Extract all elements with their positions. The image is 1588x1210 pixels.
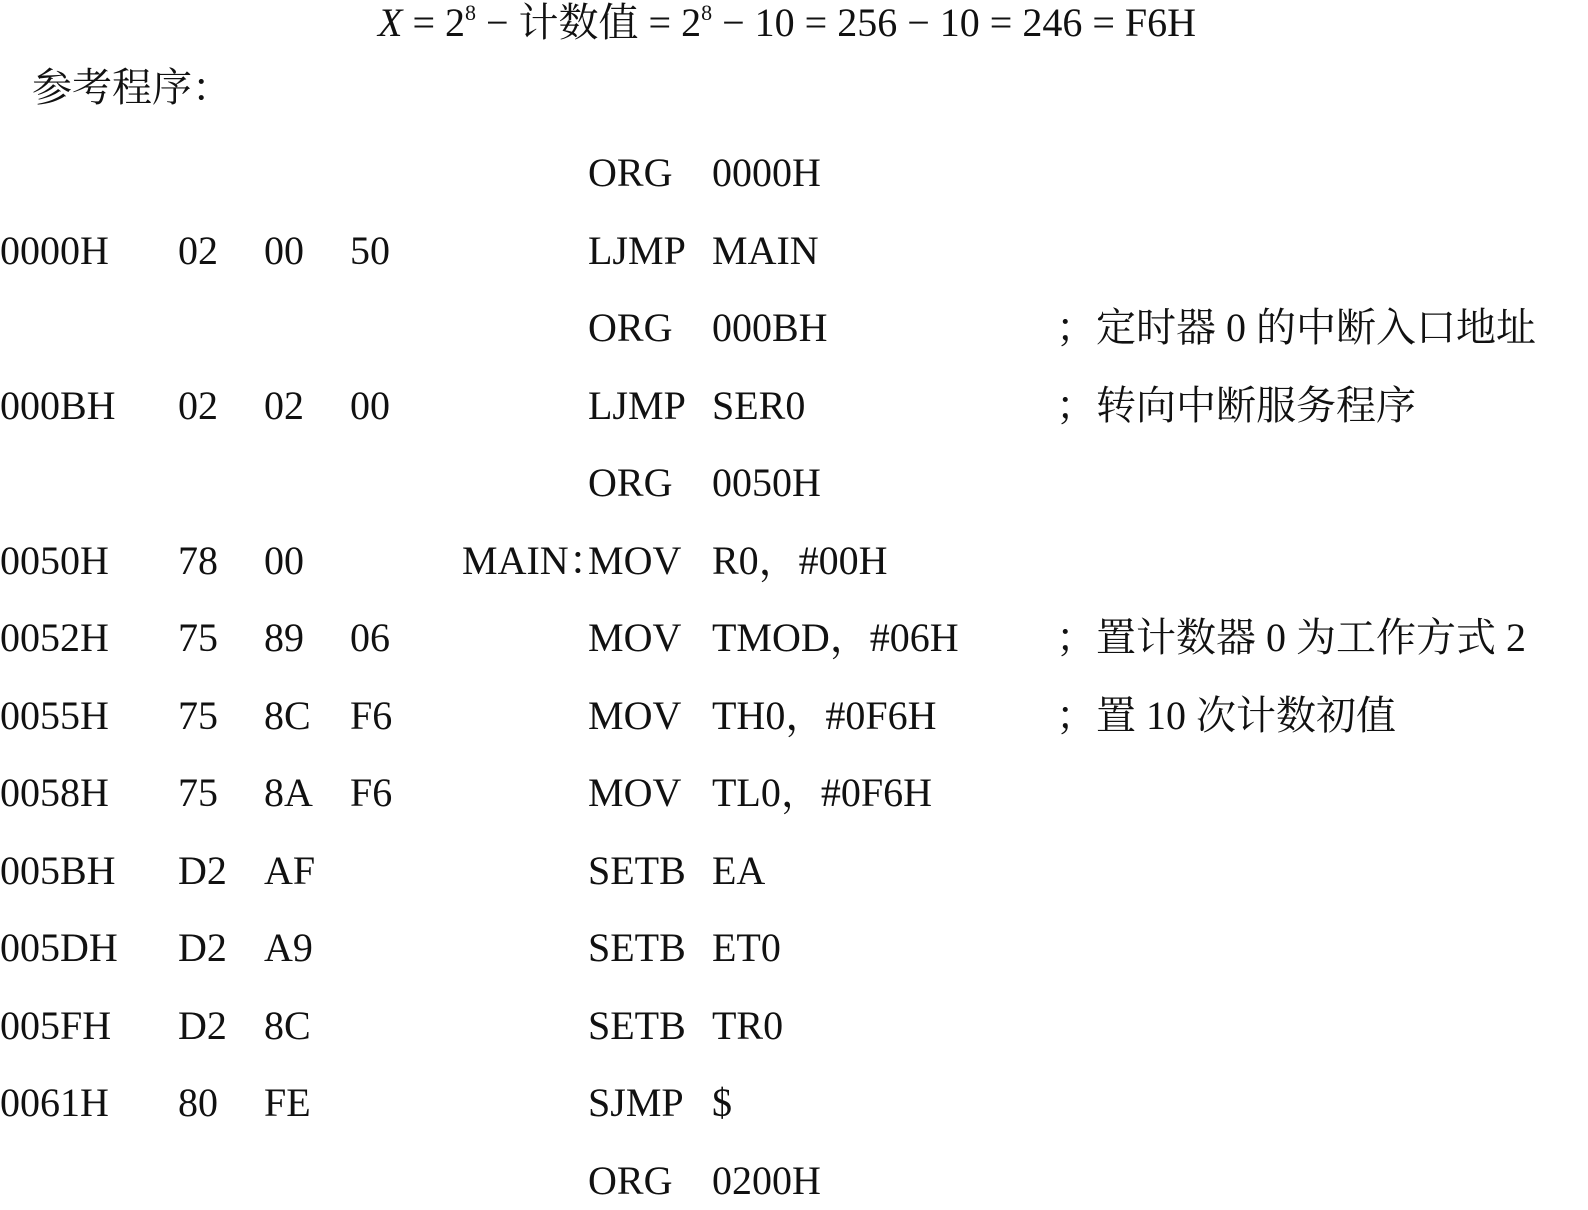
listing-row xyxy=(0,455,1588,511)
operand: 0200H xyxy=(712,1157,821,1203)
listing-row xyxy=(0,920,1588,976)
operand: R0，#00H xyxy=(712,537,888,583)
formula-part: − 10 = 256 − 10 = 246 = F6H xyxy=(712,0,1197,45)
machine-code-byte: D2 xyxy=(178,925,227,970)
operand: $ xyxy=(712,1080,732,1125)
formula-variable: X xyxy=(378,0,403,45)
machine-code-byte: 75 xyxy=(178,615,218,660)
machine-code-byte: D2 xyxy=(178,847,227,893)
address: 000BH xyxy=(0,382,116,428)
formula-part: = 2 xyxy=(402,0,465,45)
machine-code-byte: 8C xyxy=(264,692,311,738)
machine-code-byte: 02 xyxy=(178,382,218,428)
mnemonic: SETB xyxy=(588,1002,686,1048)
machine-code-byte: 8C xyxy=(264,1002,311,1048)
machine-code-byte: 50 xyxy=(350,227,390,273)
listing-row xyxy=(0,610,1588,666)
operand: MAIN xyxy=(712,227,819,273)
mnemonic: MOV xyxy=(588,615,682,660)
mnemonic: SETB xyxy=(588,847,686,893)
mnemonic: ORG xyxy=(588,460,673,505)
machine-code-byte: 89 xyxy=(264,615,304,660)
listing-row xyxy=(0,688,1588,744)
comment: ；定时器 0 的中断入口地址 xyxy=(1056,305,1536,350)
machine-code-byte: 00 xyxy=(264,227,304,273)
listing-row xyxy=(0,300,1588,356)
formula-exponent: 8 xyxy=(465,0,476,25)
address: 0055H xyxy=(0,692,109,738)
listing-row xyxy=(0,1075,1588,1131)
machine-code-byte: 78 xyxy=(178,537,218,583)
mnemonic: MOV xyxy=(588,692,682,738)
operand: 0050H xyxy=(712,460,821,505)
mnemonic: ORG xyxy=(588,305,673,350)
operand: 0000H xyxy=(712,150,821,195)
comment: ；置计数器 0 为工作方式 2 xyxy=(1056,615,1526,660)
machine-code-byte: 75 xyxy=(178,770,218,815)
operand: 000BH xyxy=(712,305,828,350)
address: 0058H xyxy=(0,770,109,815)
operand: TH0，#0F6H xyxy=(712,692,937,738)
address: 005BH xyxy=(0,847,116,893)
asm-label: MAIN： xyxy=(462,537,609,583)
listing-row xyxy=(0,533,1588,589)
mnemonic: ORG xyxy=(588,150,673,195)
machine-code-byte: 00 xyxy=(264,537,304,583)
operand: ET0 xyxy=(712,925,781,970)
operand: EA xyxy=(712,847,766,893)
machine-code-byte: 02 xyxy=(264,382,304,428)
operand: TMOD，#06H xyxy=(712,615,959,660)
machine-code-byte: D2 xyxy=(178,1002,227,1048)
mnemonic: LJMP xyxy=(588,227,686,273)
listing-row xyxy=(0,1153,1588,1209)
formula-part: − 计数值 = 2 xyxy=(476,0,702,45)
mnemonic: ORG xyxy=(588,1157,673,1203)
address: 005FH xyxy=(0,1002,112,1048)
comment: ；置 10 次计数初值 xyxy=(1056,692,1396,738)
machine-code-byte: 02 xyxy=(178,227,218,273)
listing-row xyxy=(0,378,1588,434)
listing-row xyxy=(0,145,1588,201)
operand: SER0 xyxy=(712,382,806,428)
machine-code-byte: FE xyxy=(264,1080,311,1125)
operand: TL0，#0F6H xyxy=(712,770,932,815)
machine-code-byte: 80 xyxy=(178,1080,218,1125)
address: 0052H xyxy=(0,615,109,660)
listing-row xyxy=(0,843,1588,899)
mnemonic: SJMP xyxy=(588,1080,684,1125)
machine-code-byte: F6 xyxy=(350,692,393,738)
reference-program-label: 参考程序： xyxy=(32,65,232,110)
address: 005DH xyxy=(0,925,118,970)
comment: ；转向中断服务程序 xyxy=(1056,382,1416,428)
operand: TR0 xyxy=(712,1002,784,1048)
formula-exponent: 8 xyxy=(701,0,713,25)
address: 0000H xyxy=(0,227,109,273)
address: 0061H xyxy=(0,1080,109,1125)
machine-code-byte: F6 xyxy=(350,770,393,815)
listing-row xyxy=(0,998,1588,1054)
address: 0050H xyxy=(0,537,109,583)
listing-row xyxy=(0,223,1588,279)
machine-code-byte: AF xyxy=(264,847,316,893)
machine-code-byte: 75 xyxy=(178,692,218,738)
listing-row xyxy=(0,765,1588,821)
machine-code-byte: 8A xyxy=(264,770,313,815)
machine-code-byte: A9 xyxy=(264,925,313,970)
mnemonic: MOV xyxy=(588,537,682,583)
machine-code-byte: 00 xyxy=(350,382,390,428)
mnemonic: MOV xyxy=(588,770,682,815)
machine-code-byte: 06 xyxy=(350,615,390,660)
mnemonic: LJMP xyxy=(588,382,686,428)
mnemonic: SETB xyxy=(588,925,686,970)
